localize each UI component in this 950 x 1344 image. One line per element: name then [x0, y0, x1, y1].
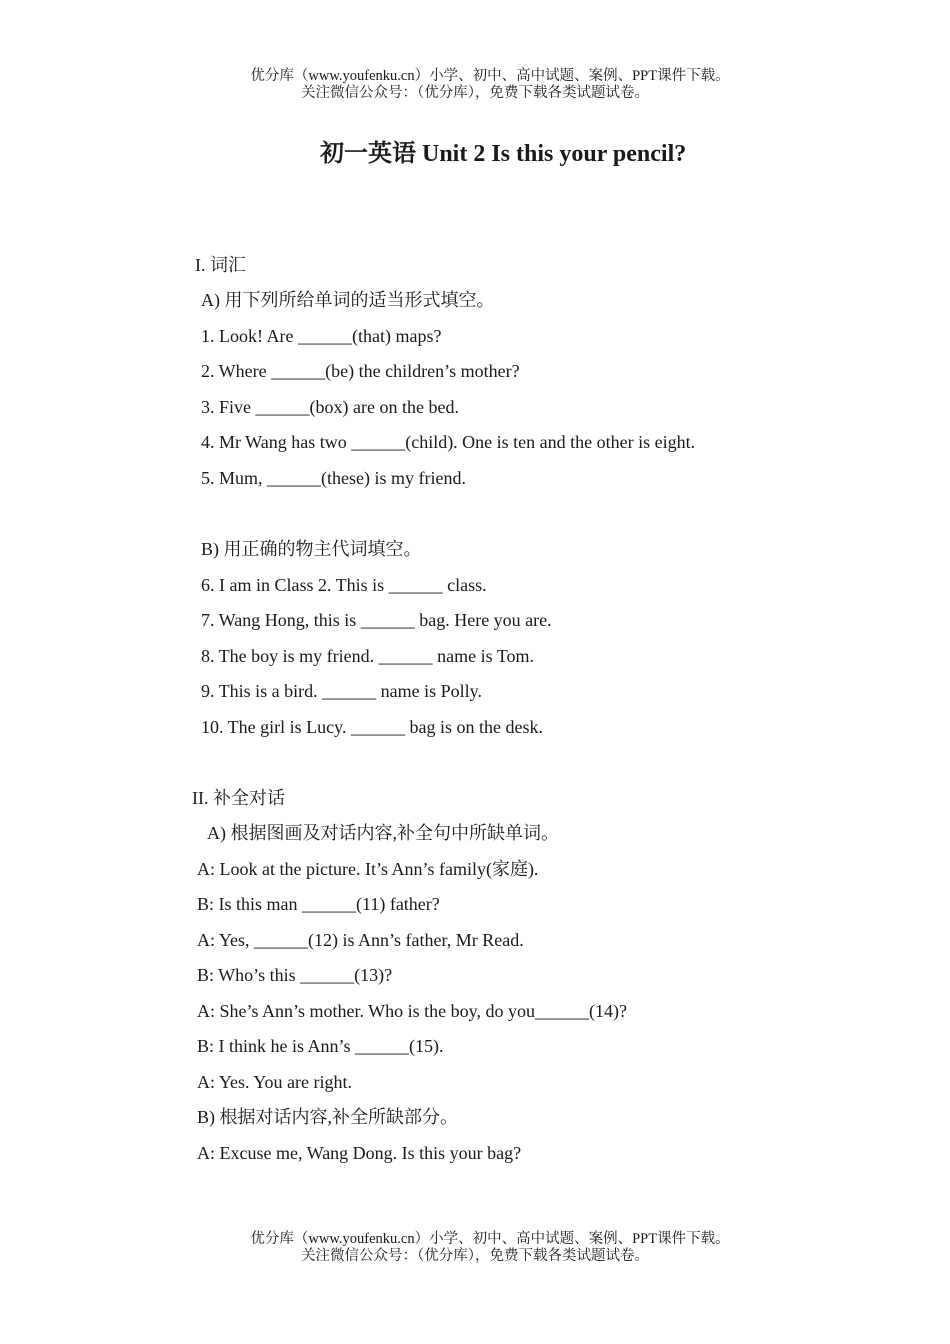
question-item: 4. Mr Wang has two ______(child). One is ten and the other is eight. — [201, 432, 696, 452]
section2-heading: II. 补全对话 — [192, 788, 285, 808]
header-banner — [0, 68, 950, 102]
section1-partB-instruction: B) 用正确的物主代词填空。 — [201, 539, 422, 559]
question-item: 2. Where ______(be) the children’s mother? — [201, 361, 520, 381]
section1-partA-instruction: A) 用下列所给单词的适当形式填空。 — [201, 290, 495, 310]
section2-partA-instruction: A) 根据图画及对话内容,补全句中所缺单词。 — [207, 823, 559, 843]
footer-banner-line2: 关注微信公众号：（优分库），免费下载各类试题试卷。 — [301, 1248, 649, 1264]
section1-heading: I. 词汇 — [195, 255, 246, 275]
dialogue-line: A: Look at the picture. It’s Ann’s family(家庭). — [197, 859, 539, 879]
header-banner-line2: 关注微信公众号：（优分库），免费下载各类试题试卷。 — [301, 85, 649, 101]
dialogue-line: A: Yes. You are right. — [197, 1072, 353, 1092]
dialogue-line: B: Who’s this ______(13)? — [197, 965, 393, 985]
question-item: 1. Look! Are ______(that) maps? — [201, 326, 442, 346]
dialogue-line: A: Excuse me, Wang Dong. Is this your bag? — [197, 1143, 522, 1163]
dialogue-line: B: I think he is Ann’s ______(15). — [197, 1036, 444, 1056]
footer-banner-line1: 优分库（www.youfenku.cn）小学、初中、高中试题、案例、PPT课件下载。 — [250, 1231, 730, 1247]
dialogue-line: A: She’s Ann’s mother. Who is the boy, do you______(14)? — [197, 1001, 627, 1021]
page-title: 初一英语 Unit 2 Is this your pencil? — [320, 141, 687, 167]
question-item: 10. The girl is Lucy. ______ bag is on the desk. — [201, 717, 543, 737]
question-item: 5. Mum, ______(these) is my friend. — [201, 468, 466, 488]
dialogue-line: B: Is this man ______(11) father? — [197, 894, 440, 914]
question-item: 7. Wang Hong, this is ______ bag. Here you are. — [201, 610, 552, 630]
question-item: 9. This is a bird. ______ name is Polly. — [201, 681, 482, 701]
question-item: 8. The boy is my friend. ______ name is Tom. — [201, 646, 535, 666]
question-item: 3. Five ______(box) are on the bed. — [201, 397, 459, 417]
dialogue-line: A: Yes, ______(12) is Ann’s father, Mr Read. — [197, 930, 524, 950]
header-banner-line1: 优分库（www.youfenku.cn）小学、初中、高中试题、案例、PPT课件下载。 — [250, 68, 730, 84]
section2-partB-instruction: B) 根据对话内容,补全所缺部分。 — [197, 1107, 458, 1127]
footer-banner — [0, 1231, 950, 1265]
question-item: 6. I am in Class 2. This is ______ class. — [201, 575, 487, 595]
